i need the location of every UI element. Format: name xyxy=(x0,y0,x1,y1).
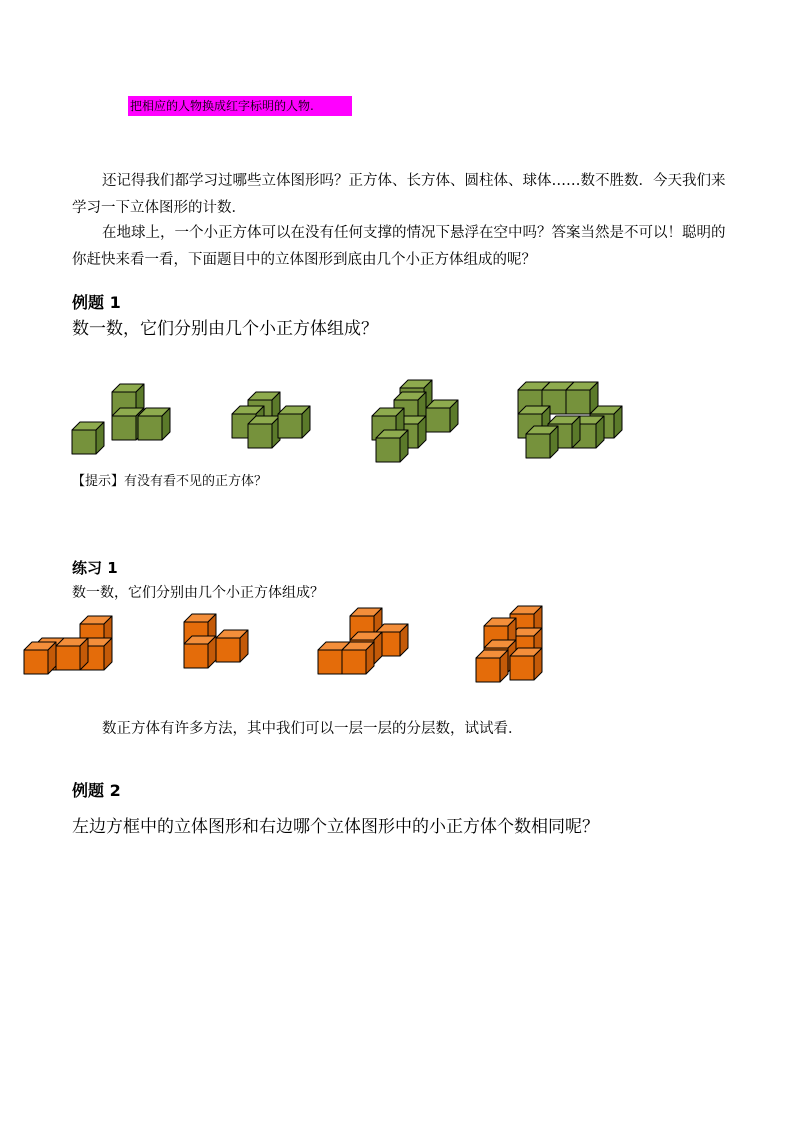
edit-note-highlight: 把相应的人物换成红字标明的人物. xyxy=(128,96,352,116)
example1-hint: 【提示】有没有看不见的正方体？ xyxy=(72,474,268,489)
orange-figure-1 xyxy=(22,610,122,680)
practice1-tip xyxy=(72,716,728,743)
practice1-title: 练习 1 xyxy=(72,559,118,577)
cube xyxy=(476,650,508,682)
green-figure-3 xyxy=(370,378,465,463)
example1-title: 例题 1 xyxy=(72,293,121,312)
intro-text-2: 在地球上，一个小正方体可以在没有任何支撑的情况下悬浮在空中吗？答案当然是不可以！聪明的你赶快来看一看，下面题目中的立体图形到底由几个小正方体组成的呢？ xyxy=(72,225,726,268)
orange-figure-4 xyxy=(474,604,554,684)
intro-paragraph-2 xyxy=(72,220,728,274)
intro-text-1: 还记得我们都学习过哪些立体图形吗？正方体、长方体、圆柱体、球体……数不胜数．今天我们来学习一下立体图形的计数． xyxy=(72,173,726,216)
orange-figure-3 xyxy=(316,608,411,680)
example2-question: 左边方框中的立体图形和右边哪个立体图形中的小正方体个数相同呢？ xyxy=(72,817,599,837)
cube xyxy=(278,406,310,438)
cube xyxy=(566,382,598,414)
practice1-question: 数一数，它们分别由几个小正方体组成？ xyxy=(72,585,324,601)
cube xyxy=(510,648,542,680)
example1-question: 数一数，它们分别由几个小正方体组成？ xyxy=(72,319,378,339)
orange-figure-2 xyxy=(182,612,252,677)
cube xyxy=(526,426,558,458)
practice1-tip-text: 数正方体有许多方法，其中我们可以一层一层的分层数，试试看． xyxy=(102,721,523,737)
cube xyxy=(56,638,88,670)
cube xyxy=(216,630,248,662)
example2-title: 例题 2 xyxy=(72,781,121,800)
cube xyxy=(24,642,56,674)
cube xyxy=(426,400,458,432)
cube xyxy=(72,422,104,454)
cube xyxy=(248,416,280,448)
cube xyxy=(138,408,170,440)
cube xyxy=(184,636,216,668)
intro-paragraph-1 xyxy=(72,168,728,222)
cube xyxy=(342,642,374,674)
green-figure-1 xyxy=(70,380,180,460)
cube xyxy=(376,430,408,462)
green-figure-2 xyxy=(230,388,320,448)
green-figure-4 xyxy=(514,382,629,460)
